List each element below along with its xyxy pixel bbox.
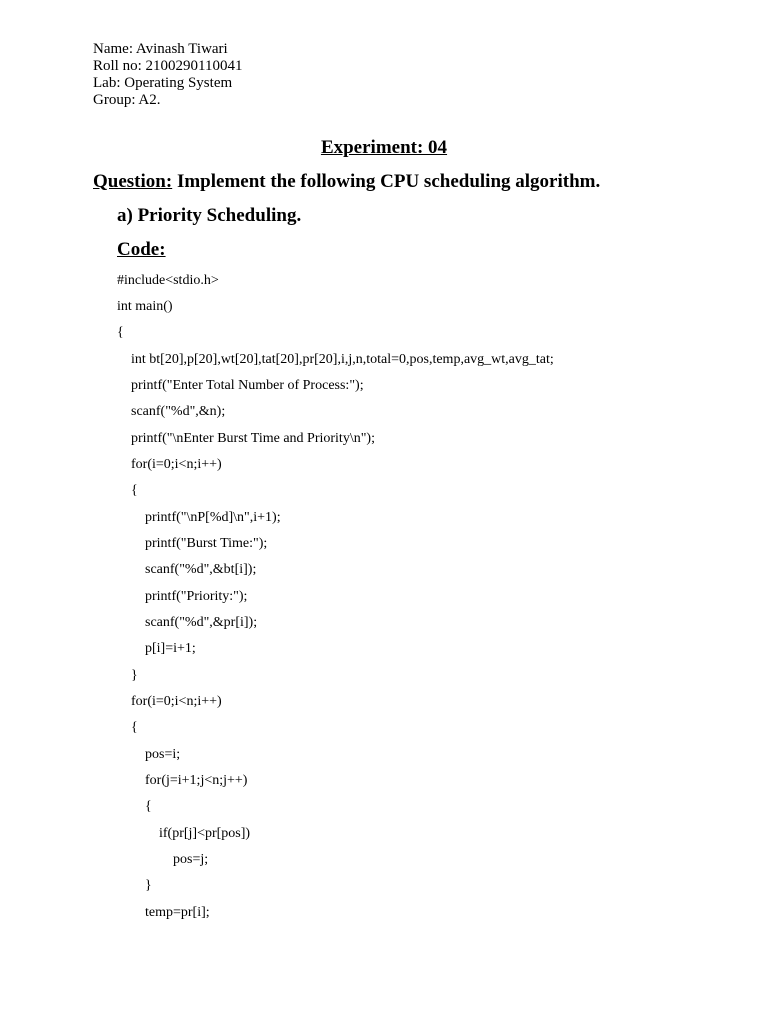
question-text: Implement the following CPU scheduling algorithm.	[172, 171, 601, 192]
code-line: printf("\nP[%d]\n",i+1);	[145, 510, 281, 525]
code-line: scanf("%d",&bt[i]);	[145, 562, 257, 577]
code-line: int bt[20],p[20],wt[20],tat[20],pr[20],i,j,n,total=0,pos,temp,avg_wt,avg_tat;	[131, 352, 554, 367]
student-header	[93, 41, 242, 109]
roll-number: Roll no: 2100290110041	[93, 58, 243, 74]
code-line: for(j=i+1;j<n;j++)	[145, 773, 248, 788]
code-line: {	[131, 720, 138, 735]
code-line: }	[131, 668, 138, 683]
experiment-title-text: Experiment: 04	[320, 137, 448, 158]
student-name: Name: Avinash Tiwari	[93, 41, 228, 57]
question	[93, 171, 600, 193]
code-line: {	[131, 483, 138, 498]
code-line: p[i]=i+1;	[145, 641, 196, 656]
code-line: #include<stdio.h>	[117, 273, 219, 288]
group-name: Group: A2.	[93, 92, 161, 108]
question-label: Question:	[93, 171, 173, 192]
code-line: pos=j;	[173, 852, 209, 867]
code-line: {	[145, 799, 152, 814]
code-line: int main()	[117, 299, 173, 314]
code-line: scanf("%d",&n);	[131, 404, 226, 419]
code-line: printf("\nEnter Burst Time and Priority\n");	[131, 431, 375, 446]
code-heading: Code:	[117, 239, 166, 260]
code-line: for(i=0;i<n;i++)	[131, 694, 222, 709]
code-line: printf("Priority:");	[145, 589, 248, 604]
code-line: for(i=0;i<n;i++)	[131, 457, 222, 472]
section-subheading: a) Priority Scheduling.	[117, 205, 302, 226]
code-line: }	[145, 878, 152, 893]
code-line: {	[117, 325, 124, 340]
experiment-title	[0, 137, 768, 159]
lab-name: Lab: Operating System	[93, 75, 233, 91]
code-line: if(pr[j]<pr[pos])	[159, 826, 251, 841]
code-line: printf("Burst Time:");	[145, 536, 268, 551]
code-line: scanf("%d",&pr[i]);	[145, 615, 258, 630]
code-line: pos=i;	[145, 747, 181, 762]
code-line: temp=pr[i];	[145, 905, 210, 920]
code-line: printf("Enter Total Number of Process:");	[131, 378, 364, 393]
